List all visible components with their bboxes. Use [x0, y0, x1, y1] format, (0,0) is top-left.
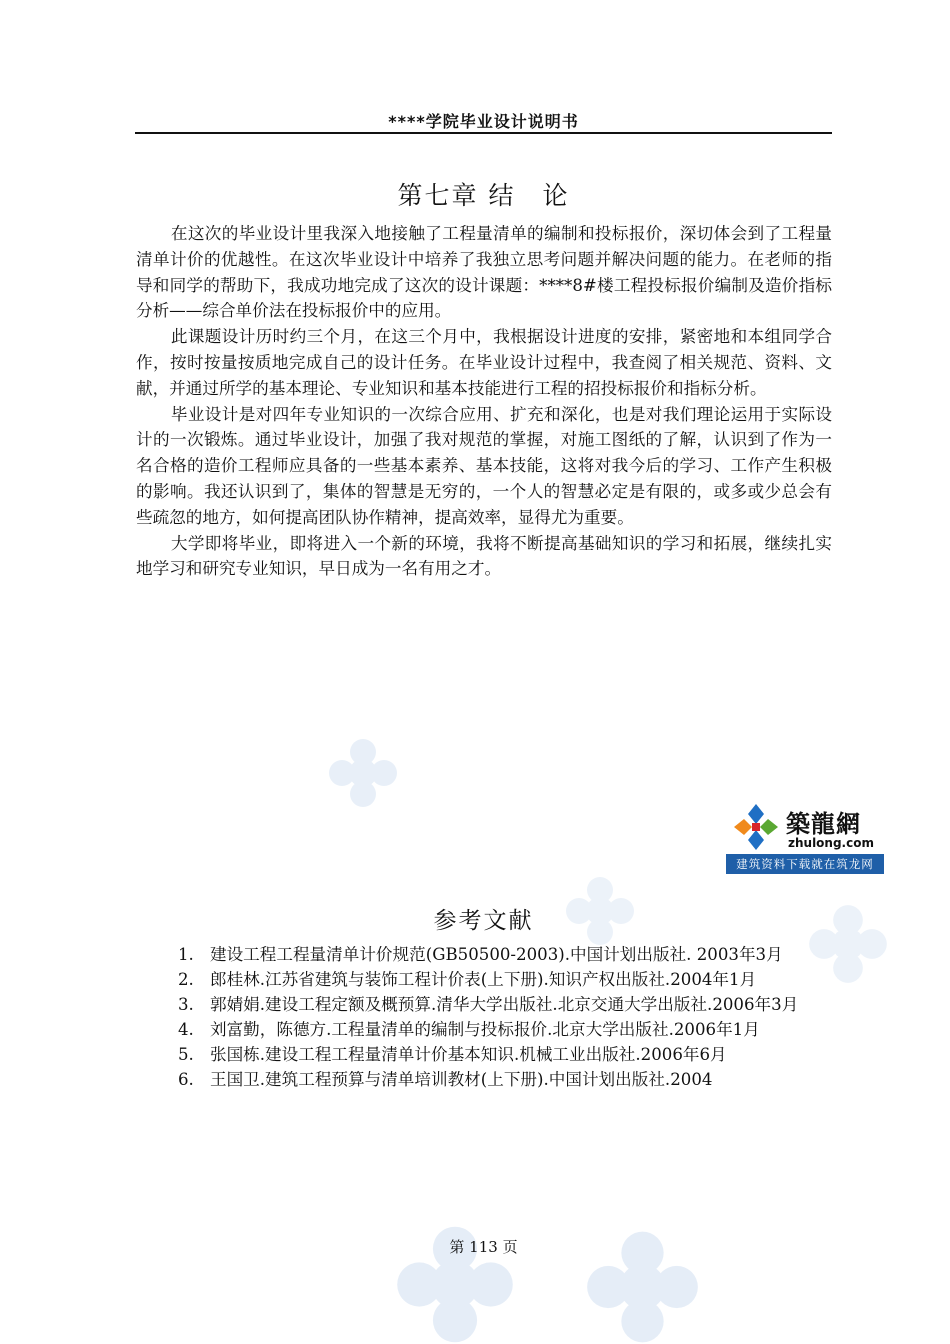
chapter-title: 第七章 结 论 — [397, 181, 570, 210]
zhulong-logo — [726, 798, 884, 874]
paragraph: 大学即将毕业，即将进入一个新的环境，我将不断提高基础知识的学习和拓展，继续扎实地学习和研究专业知识，早日成为一名有用之才。 — [136, 533, 832, 579]
header-divider — [135, 132, 832, 134]
paragraph: 此课题设计历时约三个月，在这三个月中，我根据设计进度的安排，紧密地和本组同学合作，按时按量按质地完成自己的设计任务。在毕业设计过程中，我查阅了相关规范、资料、文献，并通过所学的基本理论、专业知识和基本技能进行工程的招投标报价和指标分析。 — [136, 327, 832, 398]
reference-number: 1. — [178, 945, 194, 964]
watermark-flower-icon — [328, 738, 398, 808]
reference-item — [178, 1017, 832, 1042]
reference-item — [178, 1042, 832, 1067]
reference-text: 刘富勤，陈德方.工程量清单的编制与投标报价.北京大学出版社.2006年1月 — [210, 1020, 760, 1039]
references-title: 参考文献 — [433, 908, 534, 934]
running-header: ****学院毕业设计说明书 — [388, 112, 579, 131]
logo-name: 築龍網 — [786, 810, 861, 838]
reference-number: 3. — [178, 995, 194, 1014]
conclusion-body — [136, 221, 832, 582]
references-list — [178, 942, 832, 1092]
reference-text: 郭婧娟.建设工程定额及概预算.清华大学出版社.北京交通大学出版社.2006年3月 — [210, 995, 799, 1014]
page-number: 第 113 页 — [449, 1238, 518, 1256]
reference-item — [178, 967, 832, 992]
paragraph: 在这次的毕业设计里我深入地接触了工程量清单的编制和投标报价，深切体会到了工程量清单计价的优越性。在这次毕业设计中培养了我独立思考问题并解决问题的能力。在老师的指导和同学的帮助下，我成功地完成了这次的设计课题：****8#楼工程投标报价编制及造价指标分析——综合单价法在投标报价中的应用。 — [136, 224, 832, 321]
reference-number: 6. — [178, 1070, 194, 1089]
reference-item — [178, 1067, 832, 1092]
logo-domain: zhulong.com — [788, 836, 874, 850]
reference-text: 王国卫.建筑工程预算与清单培训教材(上下册).中国计划出版社.2004 — [210, 1070, 713, 1089]
reference-item — [178, 992, 832, 1017]
logo-slogan: 建筑资料下载就在筑龙网 — [726, 854, 884, 874]
paragraph: 毕业设计是对四年专业知识的一次综合应用、扩充和深化，也是对我们理论运用于实际设计的一次锻炼。通过毕业设计，加强了我对规范的掌握，对施工图纸的了解，认识到了作为一名合格的造价工程师应具备的一些基本素养、基本技能，这将对我今后的学习、工作产生积极的影响。我还认识到了，集体的智慧是无穷的，一个人的智慧必定是有限的，或多或少总会有些疏忽的地方，如何提高团队协作精神，提高效率，显得尤为重要。 — [136, 404, 832, 527]
reference-text: 建设工程工程量清单计价规范(GB50500-2003).中国计划出版社. 2003年3月 — [210, 945, 783, 964]
reference-number: 2. — [178, 970, 194, 989]
reference-number: 5. — [178, 1045, 194, 1064]
reference-number: 4. — [178, 1020, 194, 1039]
reference-item — [178, 942, 832, 967]
logo-mark-icon — [730, 802, 782, 852]
reference-text: 郎桂林.江苏省建筑与装饰工程计价表(上下册).知识产权出版社.2004年1月 — [210, 970, 757, 989]
reference-text: 张国栋.建设工程工程量清单计价基本知识.机械工业出版社.2006年6月 — [210, 1045, 727, 1064]
